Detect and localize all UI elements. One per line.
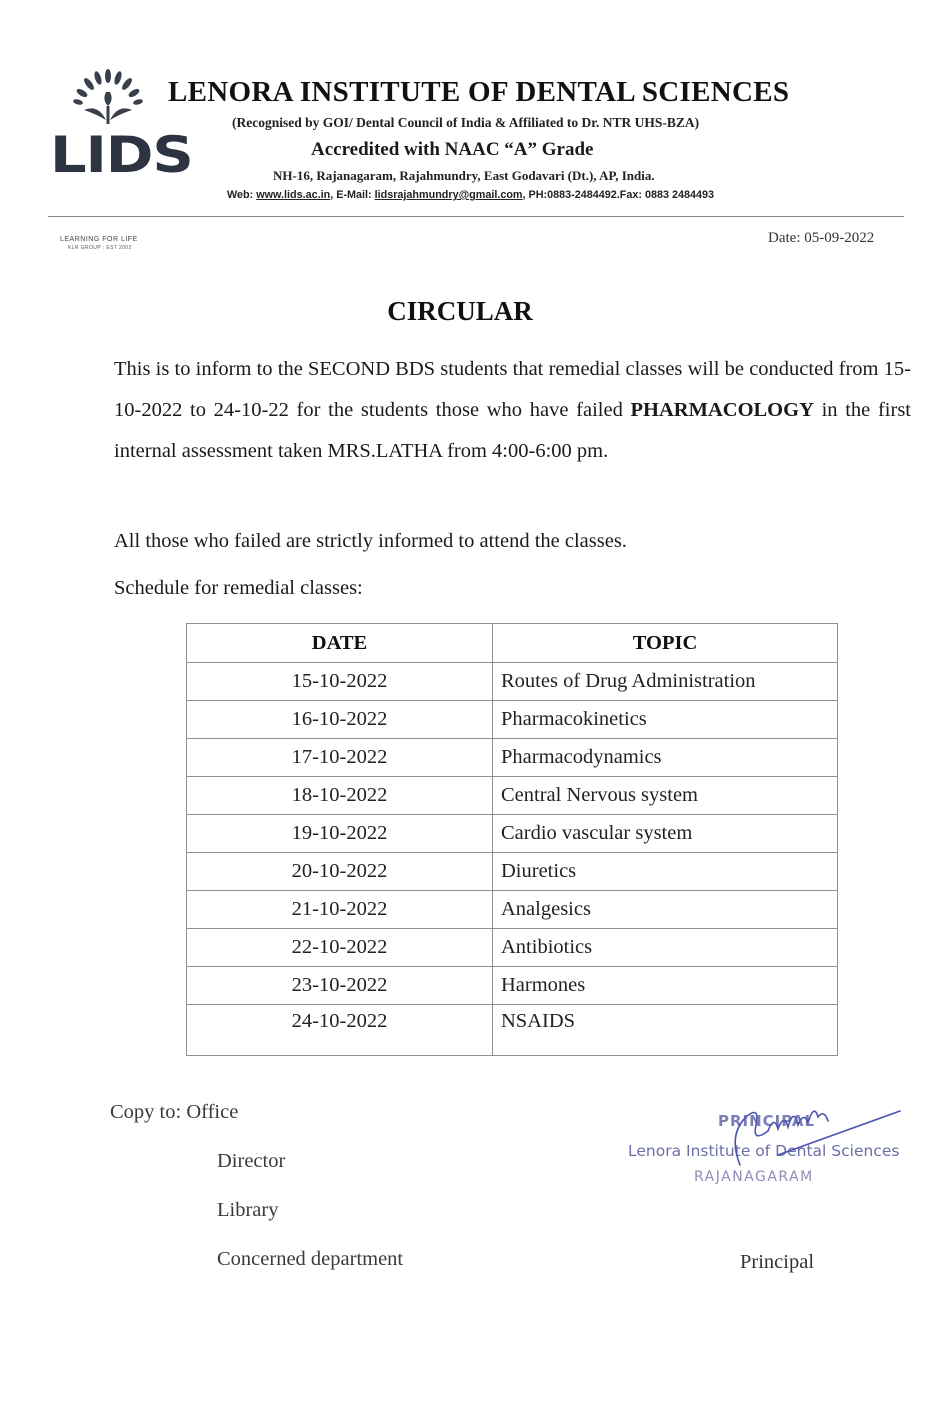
- table-row: [187, 967, 838, 1005]
- header-divider: [48, 216, 904, 217]
- row-date: 21-10-2022: [187, 891, 493, 929]
- institute-name: LENORA INSTITUTE OF DENTAL SCIENCES: [168, 76, 790, 108]
- stamp-title: PRINCIPAL: [718, 1112, 816, 1130]
- row-topic: Harmones: [493, 967, 838, 1005]
- peacock-emblem-icon: [70, 66, 146, 132]
- table-row: [187, 1005, 838, 1056]
- table-row: [187, 891, 838, 929]
- row-date: 18-10-2022: [187, 777, 493, 815]
- row-topic: Cardio vascular system: [493, 815, 838, 853]
- circular-date: Date: 05-09-2022: [768, 230, 875, 246]
- table-row: [187, 663, 838, 701]
- row-topic: Analgesics: [493, 891, 838, 929]
- row-date: 24-10-2022: [187, 1005, 493, 1056]
- row-date: 20-10-2022: [187, 853, 493, 891]
- row-topic: Pharmacodynamics: [493, 739, 838, 777]
- table-row: [187, 701, 838, 739]
- logo-wordmark: LIDS: [50, 126, 193, 184]
- row-date: 19-10-2022: [187, 815, 493, 853]
- subject-name: PHARMACOLOGY: [630, 399, 814, 421]
- table-row: [187, 853, 838, 891]
- website-link[interactable]: www.lids.ac.in: [256, 189, 331, 201]
- row-date: 15-10-2022: [187, 663, 493, 701]
- copy-recipient-department: Concerned department: [217, 1248, 404, 1270]
- signature-icon: [628, 1095, 918, 1190]
- recognition-line: (Recognised by GOI/ Dental Council of India & Affiliated to Dr. NTR UHS-BZA): [232, 115, 700, 130]
- logo-subtagline: KLR GROUP : EST 2002: [68, 245, 132, 251]
- remedial-schedule-table: [186, 623, 838, 1056]
- logo-tagline: LEARNING FOR LIFE: [60, 236, 138, 243]
- row-date: 23-10-2022: [187, 967, 493, 1005]
- paragraph-text-end: in the first internal assessment taken MRS.LATHA from 4:00-6:00 pm.: [114, 399, 912, 462]
- row-topic: Central Nervous system: [493, 777, 838, 815]
- table-row: [187, 929, 838, 967]
- row-date: 17-10-2022: [187, 739, 493, 777]
- email-link[interactable]: lidsrajahmundry@gmail.com: [374, 189, 523, 201]
- table-header-row: [187, 624, 838, 663]
- row-date: 22-10-2022: [187, 929, 493, 967]
- row-date: 16-10-2022: [187, 701, 493, 739]
- header-date: DATE: [187, 624, 493, 663]
- schedule-intro: Schedule for remedial classes:: [114, 577, 363, 599]
- row-topic: Antibiotics: [493, 929, 838, 967]
- table-row: [187, 777, 838, 815]
- row-topic: Routes of Drug Administration: [493, 663, 838, 701]
- header-topic: TOPIC: [493, 624, 838, 663]
- document-title: CIRCULAR: [387, 296, 533, 326]
- contact-line: [227, 189, 714, 201]
- principal-stamp: [628, 1095, 918, 1190]
- row-topic: Pharmacokinetics: [493, 701, 838, 739]
- copy-to-label: Copy to: Office: [110, 1101, 239, 1123]
- table-row: [187, 815, 838, 853]
- address-line: NH-16, Rajanagaram, Rajahmundry, East Godavari (Dt.), AP, India.: [273, 168, 655, 183]
- email-label: , E-Mail:: [330, 189, 375, 201]
- copy-recipient-library: Library: [217, 1199, 279, 1221]
- row-topic: NSAIDS: [493, 1005, 838, 1056]
- attendance-instruction: All those who failed are strictly informed to attend the classes.: [114, 530, 627, 552]
- row-topic: Diuretics: [493, 853, 838, 891]
- paragraph-text-start: This is to inform to the SECOND BDS students that remedial classes will be conducted from 15-10-2022 to 24-10-22 for the students those who have failed: [114, 358, 911, 421]
- institute-logo: [48, 66, 193, 251]
- stamp-institute: Lenora Institute of Dental Sciences: [628, 1142, 900, 1160]
- copy-recipient-director: Director: [217, 1150, 286, 1172]
- web-label: Web:: [227, 189, 257, 201]
- accreditation-line: Accredited with NAAC “A” Grade: [311, 139, 594, 160]
- phone-fax: , PH:0883-2484492.Fax: 0883 2484493: [522, 189, 715, 201]
- signatory-title: Principal: [740, 1251, 815, 1273]
- table-row: [187, 739, 838, 777]
- stamp-location: RAJANAGARAM: [694, 1169, 814, 1185]
- circular-paragraph: [114, 349, 911, 472]
